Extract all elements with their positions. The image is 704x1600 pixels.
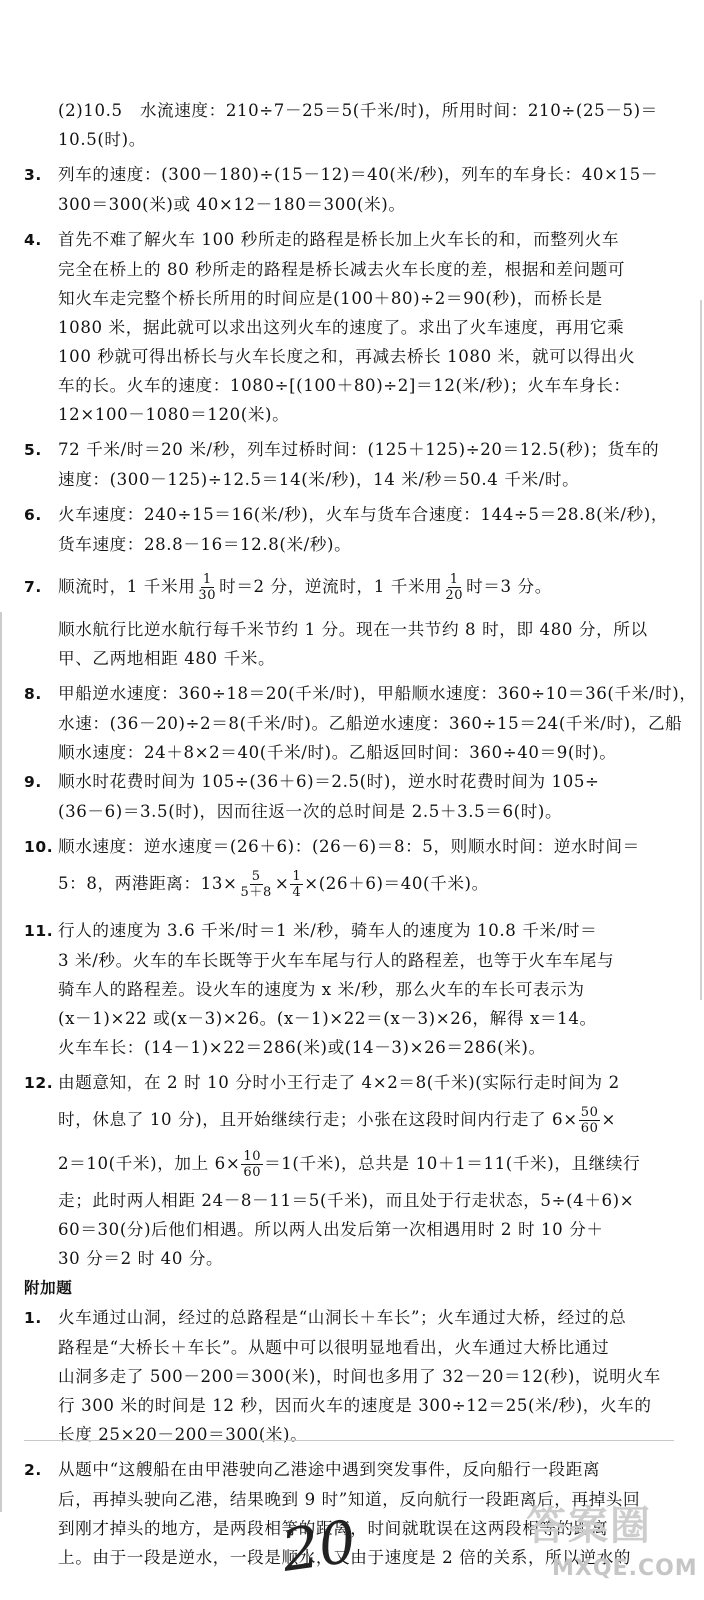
text-line: 72 千米/时＝20 米/秒，列车过桥时间：(125＋125)÷20＝12.5(秒)；货车的 [58, 440, 660, 459]
text-line: 火车速度：240÷15＝16(米/秒)，火车与货车合速度：144÷5＝28.8(米/秒)， [58, 505, 669, 524]
answer-item-6 [24, 500, 680, 530]
denominator: 30 [198, 588, 217, 603]
numerator: 5 [251, 869, 261, 884]
watermark-logo [506, 1490, 696, 1596]
text-line: 顺水速度：24＋8×2＝40(千米/时)。乙船返回时间：360÷40＝9(时)。 [58, 743, 617, 762]
text-line: 山洞多走了 500－200＝300(米)，时间也多用了 32－20＝12(秒)，说明火车 [58, 1367, 661, 1386]
text-line-with-fractions [24, 862, 680, 906]
text-segment: 顺流时，1 千米用 [58, 577, 196, 596]
text-line: 12×100－1080＝120(米)。 [58, 405, 290, 424]
text-line: 顺水时花费时间为 105÷(36＋6)＝2.5(时)，逆水时花费时间为 105÷ [58, 772, 600, 791]
text-line: 后，再掉头驶向乙港，结果晚到 9 时”知道，反向航行一段距离后，再掉头回 [58, 1490, 641, 1509]
text-line: 知火车走完整个桥长所用的时间应是(100＋80)÷2＝90(秒)，而桥长是 [58, 289, 603, 308]
denominator: 60 [243, 1165, 262, 1180]
text-segment: 2＝10(千米)，加上 6× [58, 1154, 241, 1173]
denominator: 5＋8 [240, 885, 272, 900]
answer-item-7 [24, 565, 680, 609]
text-line: 甲、乙两地相距 480 千米。 [58, 649, 276, 668]
answer-item-8 [24, 679, 697, 709]
text-segment: ＝1(千米)，总共是 10＋1＝11(千米)，且继续行 [264, 1154, 641, 1173]
text-line: 长度 25×20－200＝300(米)。 [58, 1425, 308, 1444]
text-line: 上。由于一段是逆水，一段是顺水，又由于速度是 2 倍的关系，所以逆水的 [58, 1548, 632, 1567]
bonus-item-1 [24, 1303, 680, 1333]
item-number: 4. [24, 231, 42, 249]
text-line: 火车通过山洞，经过的总路程是“山洞长＋车长”；火车通过大桥，经过的总 [58, 1308, 627, 1327]
text-line: (36－6)＝3.5(时)，因而往返一次的总时间是 2.5＋3.5＝6(时)。 [58, 802, 563, 821]
handwritten-page-number: 20 [277, 1507, 361, 1585]
text-line: 完全在桥上的 80 秒所走的路程是桥长减去火车长度的差，根据和差问题可 [58, 260, 626, 279]
answer-item-5 [24, 435, 680, 465]
text-line: 顺水速度：逆水速度＝(26＋6)：(26－6)＝8：5，则顺水时间：逆水时间＝ [58, 837, 640, 856]
text-line: 车的长。火车的速度：1080÷[(100＋80)÷2]＝12(米/秒)；火车车身长： [58, 376, 631, 395]
answer-item-10 [24, 832, 680, 862]
text-segment: × [274, 874, 290, 893]
answer-item-12 [24, 1068, 680, 1098]
text-line: 行 300 米的时间是 12 秒，因而火车的速度是 300÷12＝25(米/秒)，火车的 [58, 1396, 652, 1415]
text-line-with-fractions [24, 1098, 680, 1142]
item-number: 5. [24, 441, 42, 459]
text-line: 3 米/秒。火车的车长既等于火车车尾与行人的路程差，也等于火车车尾与 [58, 951, 615, 970]
item-number: 3. [24, 166, 42, 184]
scan-edge-right [696, 300, 702, 1000]
item-number: 1. [24, 1309, 42, 1327]
answer-item-3 [24, 160, 680, 190]
item-number: 12. [24, 1074, 54, 1092]
answer-item-4 [24, 225, 680, 255]
denominator: 20 [445, 588, 464, 603]
watermark-url: MXQE.COM [552, 1556, 698, 1581]
item-number: 9. [24, 773, 42, 791]
numerator: 50 [580, 1105, 599, 1120]
text-line-with-fractions [24, 1142, 680, 1186]
item-number: 2. [24, 1461, 42, 1479]
text-line: (2)10.5 水流速度：210÷7－25＝5(千米/时)，所用时间：210÷(25－5)＝ [58, 101, 658, 120]
item-number: 7. [24, 578, 42, 596]
denominator: 60 [580, 1121, 599, 1136]
text-line: 10.5(时)。 [58, 130, 146, 149]
fraction [241, 1149, 263, 1180]
text-line: 速度：(300－125)÷12.5＝14(米/秒)，14 米/秒＝50.4 千米/时。 [58, 470, 580, 489]
text-segment: 时＝2 分，逆流时，1 千米用 [219, 577, 443, 596]
item-number: 6. [24, 506, 42, 524]
text-line: 1080 米，据此就可以求出这列火车的速度了。求出了火车速度，再用它乘 [58, 318, 625, 337]
numerator: 10 [243, 1149, 262, 1164]
text-line: 从题中“这艘船在由甲港驶向乙港途中遇到突发事件，反向船行一段距离 [58, 1460, 601, 1479]
answer-item-9 [24, 767, 680, 797]
text-line: 60＝30(分)后他们相遇。所以两人出发后第一次相遇用时 2 时 10 分＋ [58, 1220, 604, 1239]
answer-item-11 [24, 916, 680, 946]
text-line: 货车速度：28.8－16＝12.8(米/秒)。 [58, 535, 352, 554]
text-line: 首先不难了解火车 100 秒所走的路程是桥长加上火车长的和，而整列火车 [58, 230, 620, 249]
bonus-item-2 [24, 1455, 680, 1485]
text-line: (x－1)×22 或(x－3)×26。(x－1)×22＝(x－3)×26，解得 x＝14。 [58, 1009, 597, 1028]
text-line: 顺水航行比逆水航行每千米节约 1 分。现在一共节约 8 时，即 480 分，所以 [58, 620, 648, 639]
section-heading: 附加题 [24, 1279, 73, 1297]
fraction [443, 572, 465, 603]
text-line: 甲船逆水速度：360÷18＝20(千米/时)，甲船顺水速度：360÷10＝36(千米/时)， [58, 684, 697, 703]
answer-text [24, 96, 697, 1572]
numerator: 1 [292, 869, 302, 884]
text-line: 行人的速度为 3.6 千米/时＝1 米/秒，骑车人的速度为 10.8 千米/时＝ [58, 921, 598, 940]
numerator: 1 [202, 572, 212, 587]
text-line: 300＝300(米)或 40×12－180＝300(米)。 [58, 195, 406, 214]
fraction [579, 1105, 601, 1136]
watermark-title: 答案圈 [526, 1503, 652, 1549]
text-line: 100 秒就可得出桥长与火车长度之和，再减去桥长 1080 米，就可以得出火 [58, 347, 636, 366]
text-segment: ×(26＋6)＝40(千米)。 [304, 874, 489, 893]
scan-edge-left [0, 612, 6, 1512]
numerator: 1 [449, 572, 459, 587]
text-line: 水速：(36－20)÷2＝8(千米/时)。乙船逆水速度：360÷15＝24(千米/时)，乙船 [58, 714, 683, 733]
fraction [239, 869, 274, 900]
text-line: 火车车长：(14－1)×22＝286(米)或(14－3)×26＝286(米)。 [58, 1038, 546, 1057]
text-line: 走；此时两人相距 24－8－11＝5(千米)，而且处于行走状态，5÷(4＋6)× [58, 1191, 635, 1210]
divider [24, 1440, 674, 1441]
text-line: 骑车人的路程差。设火车的速度为 x 米/秒，那么火车的车长可表示为 [58, 980, 585, 999]
text-line: 路程是“大桥长＋车长”。从题中可以很明显地看出，火车通过大桥比通过 [58, 1338, 610, 1357]
fraction [196, 572, 218, 603]
text-segment: 时，休息了 10 分)，且开始继续行走；小张在这段时间内行走了 6× [58, 1110, 578, 1129]
text-segment: × [601, 1110, 616, 1129]
text-line: 30 分＝2 时 40 分。 [58, 1249, 224, 1268]
text-line: 列车的速度：(300－180)÷(15－12)＝40(米/秒)，列车的车身长：40×15－ [58, 165, 659, 184]
text-segment: 5：8，两港距离：13× [58, 874, 238, 893]
denominator: 4 [292, 885, 302, 900]
item-number: 8. [24, 685, 42, 703]
text-segment: 时＝3 分。 [466, 577, 552, 596]
item-number: 11. [24, 922, 54, 940]
text-line: 由题意知，在 2 时 10 分时小王行走了 4×2＝8(千米)(实际行走时间为 2 [58, 1073, 620, 1092]
item-number: 10. [24, 838, 54, 856]
text-line: 到刚才掉头的地方，是两段相等的距离，时间就耽误在这两段相等的距离 [58, 1519, 609, 1538]
fraction [290, 869, 303, 900]
